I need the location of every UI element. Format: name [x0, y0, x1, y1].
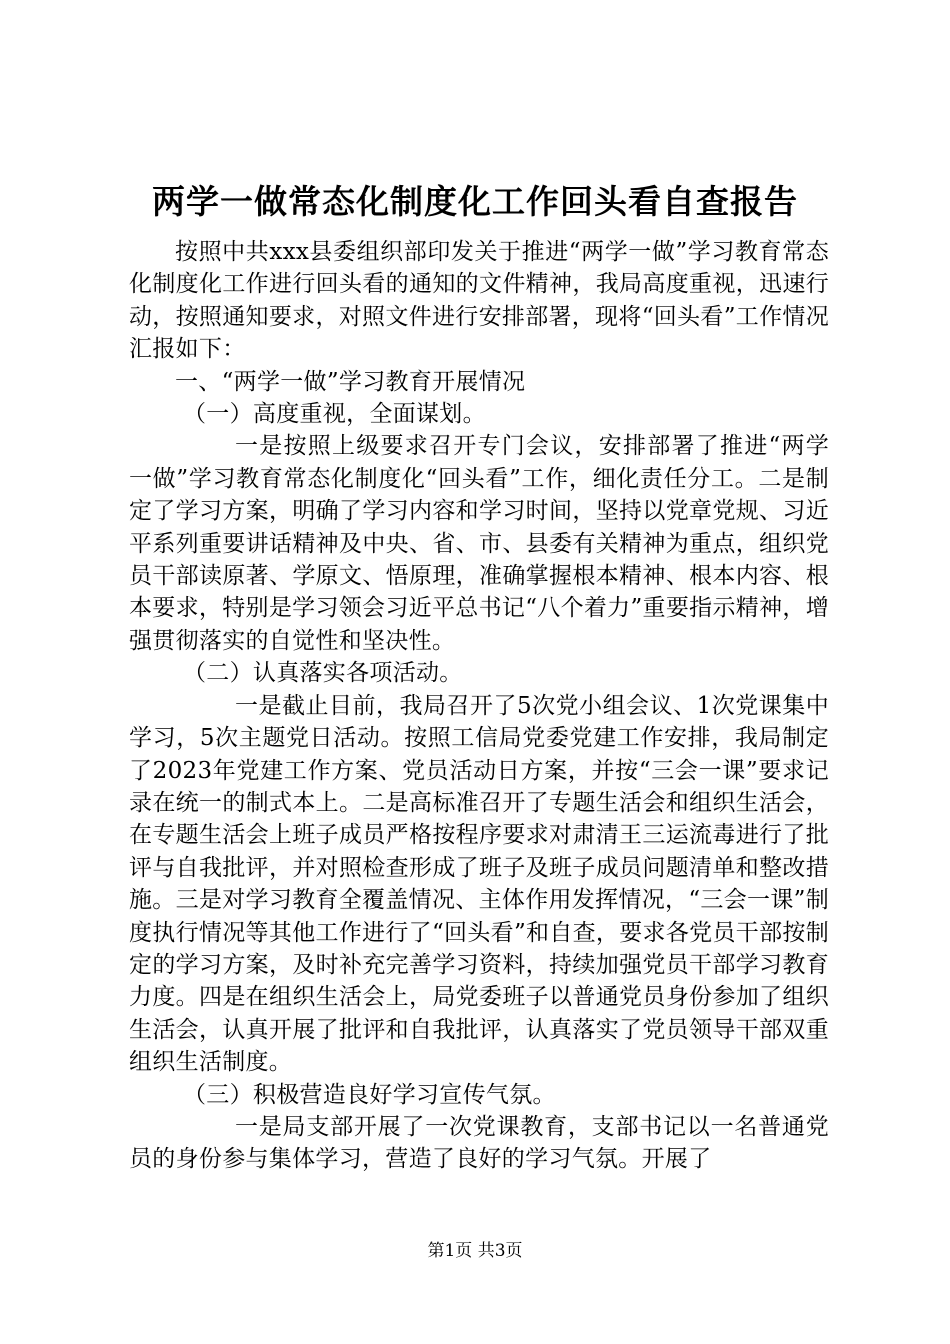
subsection-heading-3: （三）积极营造良好学习宣传气氛。 — [183, 1081, 556, 1108]
document-body — [129, 236, 829, 1176]
subsection-heading-1: （一）高度重视，全面谋划。 — [183, 401, 486, 428]
page-footer: 第1页 共3页 — [427, 1241, 523, 1261]
intro-paragraph: 按照中共xxx县委组织部印发关于推进“两学一做”学习教育常态化制度化工作进行回头看的通知的文件精神，我局高度重视，迅速行动，按照通知要求，对照文件进行安排部署，现将“回头看”工作情况汇报如下： — [129, 239, 829, 363]
subsection-3-paragraph: 一是局支部开展了一次党课教育，支部书记以一名普通党员的身份参与集体学习，营造了良好的学习气氛。开展了 — [129, 1113, 829, 1173]
subsection-heading-2: （二）认真落实各项活动。 — [183, 660, 463, 687]
section-heading-1: 一、“两学一做”学习教育开展情况 — [175, 368, 526, 395]
document-title: 两学一做常态化制度化工作回头看自查报告 — [152, 182, 798, 221]
subsection-1-paragraph: 一是按照上级要求召开专门会议，安排部署了推进“两学一做”学习教育常态化制度化“回头看”工作，细化责任分工。二是制定了学习方案，明确了学习内容和学习时间，坚持以党章党规、习近平系列重要讲话精神及中央、省、市、县委有关精神为重点，组织党员干部读原著、学原文、悟原理，准确掌握根本精神、根本内容、根本要求，特别是学习领会习近平总书记“八个着力”重要指示精神，增强贯彻落实的自觉性和坚决性。 — [129, 433, 829, 654]
subsection-2-paragraph: 一是截止目前，我局召开了5次党小组会议、1次党课集中学习，5次主题党日活动。按照工信局党委党建工作安排，我局制定了2023年党建工作方案、党员活动日方案，并按“三会一课”要求记录在统一的制式本上。二是高标准召开了专题生活会和组织生活会，在专题生活会上班子成员严格按程序要求对肃清王三运流毒进行了批评与自我批评，并对照检查形成了班子及班子成员问题清单和整改措施。三是对学习教育全覆盖情况、主体作用发挥情况，“三会一课”制度执行情况等其他工作进行了“回头看”和自查，要求各党员干部按制定的学习方案，及时补充完善学习资料，持续加强党员干部学习教育力度。四是在组织生活会上，局党委班子以普通党员身份参加了组织生活会，认真开展了批评和自我批评，认真落实了党员领导干部双重组织生活制度。 — [129, 692, 829, 1076]
